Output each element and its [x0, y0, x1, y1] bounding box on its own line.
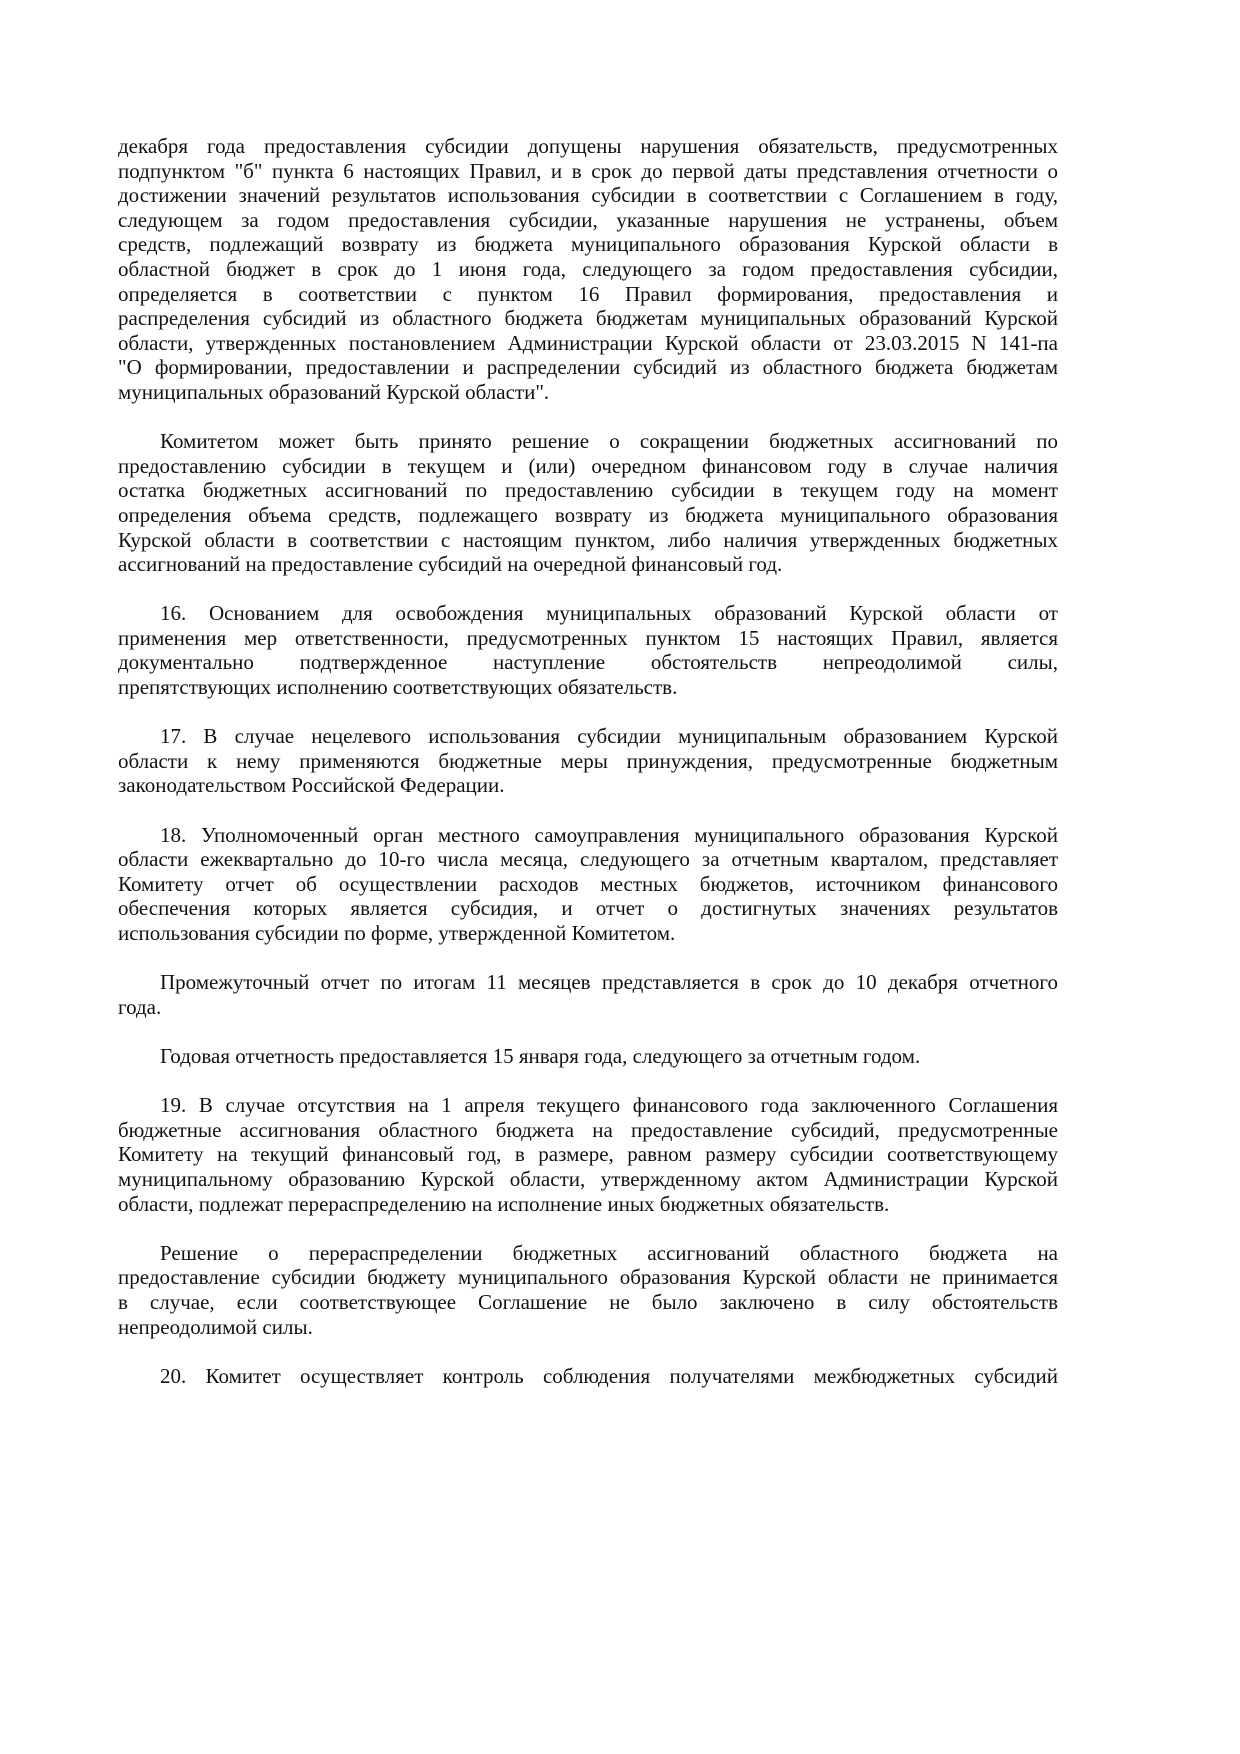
text-line: распределения субсидий из областного бюджета бюджетам муниципальных образований Курской: [118, 306, 1058, 331]
text-line: декабря года предоставления субсидии допущены нарушения обязательств, предусмотренных: [118, 134, 1058, 158]
text-line: Комитету на текущий финансовый год, в размере, равном размеру субсидии соответствующему: [118, 1142, 1058, 1167]
text-line: применения мер ответственности, предусмотренных пунктом 15 настоящих Правил, является: [118, 625, 1058, 650]
text-line: 18. Уполномоченный орган местного самоуправления муниципального образования Курской: [160, 822, 1058, 847]
text-line: подпунктом "б" пункта 6 настоящих Правил, и в срок до первой даты представления отчетности о: [118, 158, 1058, 183]
paragraph: [118, 134, 1058, 405]
text-line: области ежеквартально до 10-го числа месяца, следующего за отчетным кварталом, представляет: [118, 847, 1058, 872]
paragraph: [118, 823, 1058, 946]
text-line: законодательством Российской Федерации.: [118, 773, 505, 798]
text-line: предоставление субсидии бюджету муниципального образования Курской области не принимается: [118, 1265, 1058, 1290]
text-line: ассигнований на предоставление субсидий на очередной финансовый год.: [118, 552, 783, 577]
paragraph: [118, 1093, 1058, 1216]
text-line: 16. Основанием для освобождения муниципальных образований Курской области от: [160, 601, 1058, 626]
text-line: 17. В случае нецелевого использования субсидии муниципальным образованием Курской: [160, 724, 1058, 749]
text-line: определения объема средств, подлежащего возврату из бюджета муниципального образования: [118, 502, 1058, 527]
paragraph: [118, 1364, 1058, 1389]
text-line: Промежуточный отчет по итогам 11 месяцев представляется в срок до 10 декабря отчетного: [160, 970, 1058, 995]
text-line: следующем за годом предоставления субсидии, указанные нарушения не устранены, объем: [118, 207, 1058, 232]
text-line: в случае, если соответствующее Соглашение не было заключено в силу обстоятельств: [118, 1289, 1058, 1314]
paragraph: [118, 724, 1058, 798]
paragraph: [118, 429, 1058, 577]
paragraph: [118, 1241, 1058, 1339]
text-line: обеспечения которых является субсидия, и отчет о достигнутых значениях результатов: [118, 896, 1058, 921]
text-line: препятствующих исполнению соответствующих обязательств.: [118, 675, 678, 700]
text-line: области к нему применяются бюджетные меры принуждения, предусмотренные бюджетным: [118, 748, 1058, 773]
text-line: предоставлению субсидии в текущем и (или) очередном финансовом году в случае наличия: [118, 453, 1058, 478]
text-line: документально подтвержденное наступление обстоятельств непреодолимой силы,: [118, 650, 1058, 675]
text-line: области, подлежат перераспределению на исполнение иных бюджетных обязательств.: [118, 1191, 890, 1216]
text-line: муниципальных образований Курской области".: [118, 379, 550, 404]
text-line: "О формировании, предоставлении и распределении субсидий из областного бюджета бюджетам: [118, 355, 1058, 380]
text-line: Решение о перераспределении бюджетных ассигнований областного бюджета на: [160, 1240, 1058, 1265]
text-line: муниципальному образованию Курской области, утвержденному актом Администрации Курской: [118, 1166, 1058, 1191]
document-page: [118, 134, 1058, 1413]
paragraph: [118, 601, 1058, 699]
text-line: непреодолимой силы.: [118, 1314, 313, 1339]
text-line: 19. В случае отсутствия на 1 апреля текущего финансового года заключенного Соглашения: [160, 1093, 1058, 1118]
text-line: областной бюджет в срок до 1 июня года, следующего за годом предоставления субсидии,: [118, 256, 1058, 281]
text-line: использования субсидии по форме, утвержденной Комитетом.: [118, 921, 676, 945]
text-line: определяется в соответствии с пунктом 16 Правил формирования, предоставления и: [118, 281, 1058, 306]
text-line: достижении значений результатов использования субсидии в соответствии с Соглашением в году,: [118, 183, 1058, 208]
text-line: области, утвержденных постановлением Администрации Курской области от 23.03.2015 N 141-па: [118, 330, 1058, 355]
text-line: остатка бюджетных ассигнований по предоставлению субсидии в текущем году на момент: [118, 478, 1058, 503]
text-line: Годовая отчетность предоставляется 15 января года, следующего за отчетным годом.: [160, 1043, 921, 1068]
text-line: бюджетные ассигнования областного бюджета на предоставление субсидий, предусмотренные: [118, 1117, 1058, 1142]
text-line: средств, подлежащий возврату из бюджета муниципального образования Курской области в: [118, 232, 1058, 257]
text-line: Комитету отчет об осуществлении расходов местных бюджетов, источником финансового: [118, 871, 1058, 896]
paragraph: [118, 970, 1058, 1019]
text-line: Комитетом может быть принято решение о сокращении бюджетных ассигнований по: [160, 429, 1058, 454]
text-line: года.: [118, 994, 162, 1019]
paragraph: [118, 1044, 1058, 1069]
text-line: 20. Комитет осуществляет контроль соблюдения получателями межбюджетных субсидий: [160, 1363, 1058, 1388]
text-line: Курской области в соответствии с настоящим пунктом, либо наличия утвержденных бюджетных: [118, 527, 1058, 552]
